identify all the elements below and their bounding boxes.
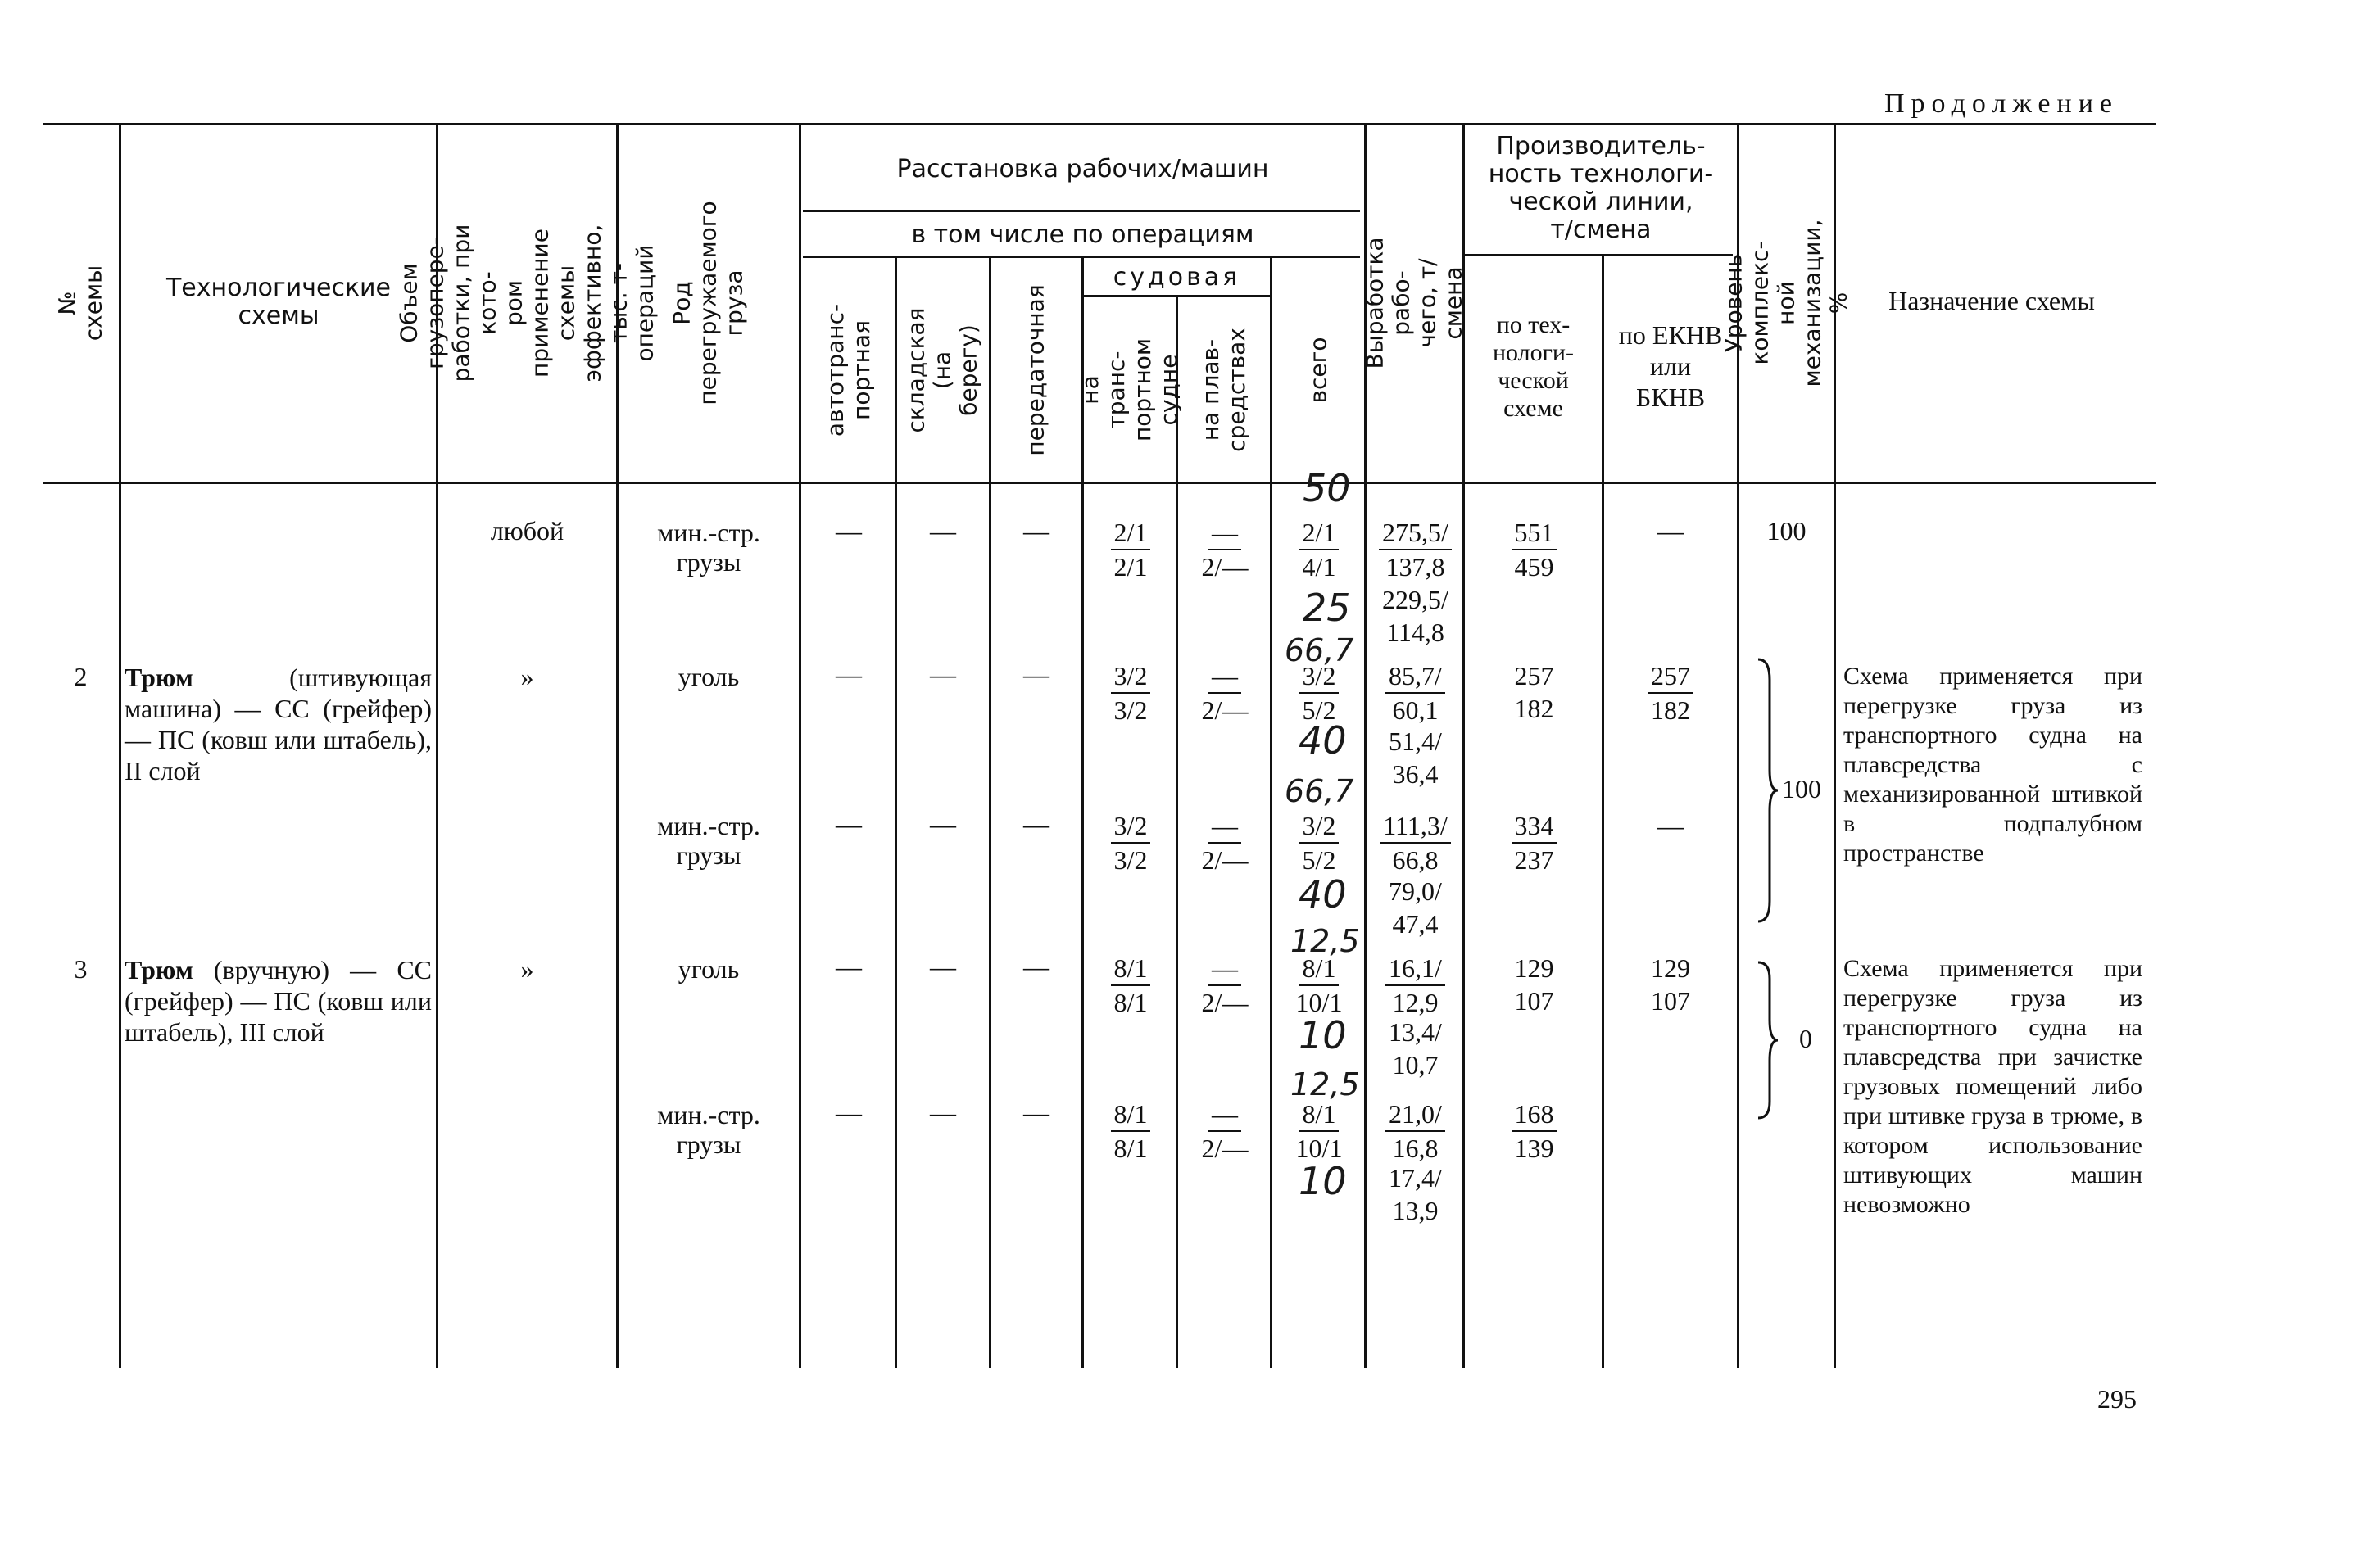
placement-subrule — [803, 210, 1360, 212]
header-ship: судовая — [1113, 263, 1241, 292]
row2-ship-floating: — 2/— — [1201, 661, 1249, 725]
row1-transfer: — — [1023, 516, 1049, 545]
row3-output-2: 79,0/ 47,4 — [1389, 876, 1442, 939]
row3-ship-transport: $\frac{3/2}{3/2}$ — [1086, 809, 1176, 876]
row3-cargo: мин.-стр. грузы — [657, 811, 760, 870]
row1-handwritten-top: 50 — [1303, 466, 1351, 510]
row4-ship-floating: — 2/— — [1201, 953, 1249, 1017]
header-by-eknv: по ЕКНВ или БКНВ — [1618, 320, 1723, 412]
row4-output-1: $\frac{16,1/}{12,9}$ — [1368, 952, 1462, 1019]
row3-handwritten-top: 66,7 — [1285, 773, 1354, 809]
row4-transfer: — — [1023, 952, 1049, 981]
row4-handwritten-top: 12,5 — [1290, 923, 1360, 959]
row2-cargo: уголь — [678, 662, 740, 691]
row1-total: $\frac{2/1}{4/1}$ — [1274, 516, 1364, 583]
header-auto: автотранс- портная — [822, 303, 875, 437]
row5-ship-transport: $\frac{8/1}{8/1}$ — [1086, 1098, 1176, 1165]
row1-volume: любой — [490, 516, 564, 545]
header-volume: Объем грузопере- работки, при кото- ром применение схемы эффективно, тыс. т-операций — [395, 224, 659, 382]
header-transfer: передаточная — [1022, 284, 1049, 456]
row2-auto: — — [836, 659, 862, 689]
row4-scheme-bold: Трюм — [125, 955, 193, 984]
row4-ship-transport: $\frac{8/1}{8/1}$ — [1086, 952, 1176, 1019]
row2-scheme-bold: Трюм — [125, 663, 193, 692]
row4-cargo: уголь — [678, 954, 740, 984]
row2-output-2: 51,4/ 36,4 — [1389, 726, 1442, 789]
row1-eknv: — — [1657, 516, 1684, 545]
row2-volume: » — [520, 662, 534, 691]
row1-handwritten-bottom: 25 — [1303, 586, 1351, 630]
row5-storage: — — [930, 1098, 956, 1127]
row3-eknv: — — [1657, 811, 1684, 840]
row2-ship-transport: $\frac{3/2}{3/2}$ — [1086, 659, 1176, 726]
row1-output-2: 229,5/ 114,8 — [1382, 585, 1448, 647]
row5-handwritten-top: 12,5 — [1290, 1066, 1360, 1102]
row3-transfer: — — [1023, 809, 1049, 839]
scheme3-mech: 0 — [1799, 1024, 1812, 1053]
header-storage: складская (на берегу) — [903, 307, 982, 433]
scheme2-mech: 100 — [1782, 774, 1821, 803]
row5-ship-floating: — 2/— — [1201, 1099, 1249, 1163]
row4-number: 3 — [74, 954, 88, 984]
row2-storage: — — [930, 659, 956, 689]
row1-output-1: $\frac{275,5/}{137,8}$ — [1368, 516, 1462, 583]
header-cargo-type: Род перегружаемого груза — [669, 201, 749, 405]
row3-productivity: $\frac{334}{237}$ — [1467, 809, 1602, 876]
header-output-worker: Выработка рабо- чего, т/смена — [1361, 237, 1467, 369]
header-purpose: Назначение схемы — [1888, 286, 2095, 315]
row4-handwritten-bottom: 10 — [1299, 1013, 1347, 1057]
scheme3-brace — [1755, 958, 1779, 1122]
row1-ship-transport: $\frac{2/1}{2/1}$ — [1086, 516, 1176, 583]
row1-ship-floating: — 2/— — [1201, 518, 1249, 582]
row2-total: $\frac{3/2}{5/2}$ — [1274, 659, 1364, 726]
row4-eknv: 129 107 — [1651, 953, 1690, 1016]
row3-ship-floating: — 2/— — [1201, 811, 1249, 875]
scheme2-purpose: Схема применяется при перегрузке груза из транспортного судна на плавсредства с механизированной штивкой в подпалубном пространстве — [1843, 663, 2142, 867]
row4-volume: » — [520, 954, 534, 984]
row5-productivity: $\frac{168}{139}$ — [1467, 1098, 1602, 1165]
row2-number: 2 — [74, 662, 88, 691]
row1-productivity: $\frac{551}{459}$ — [1467, 516, 1602, 583]
row4-scheme — [125, 954, 432, 1048]
row5-output-2: 17,4/ 13,9 — [1389, 1163, 1442, 1225]
header-placement: Расстановка рабочих/машин — [896, 155, 1269, 183]
row4-storage: — — [930, 952, 956, 981]
row1-mech: 100 — [1766, 516, 1807, 545]
row2-handwritten-top: 66,7 — [1285, 632, 1354, 668]
row2-eknv: $\frac{257}{182}$ — [1604, 659, 1737, 726]
row2-output-1: $\frac{85,7/}{60,1}$ — [1368, 659, 1462, 726]
header-bottom-rule — [43, 482, 2156, 484]
header-operations: в том числе по операциям — [911, 220, 1254, 249]
scheme3-purpose: Схема применяется при перегрузке груза из транспортного судна на плавсредства при зачистке грузовых помещений либо при штивке груза в трюме, в котором использование штивующих машин невозможно — [1843, 955, 2142, 1218]
row3-output-1: $\frac{111,3/}{66,8}$ — [1368, 809, 1462, 876]
header-mech-level: Уровень комплекс- ной механизации, % — [1720, 219, 1852, 387]
row5-transfer: — — [1023, 1098, 1049, 1127]
row5-output-1: $\frac{21,0/}{16,8}$ — [1368, 1098, 1462, 1165]
continuation-label: Продолжение — [1884, 88, 2119, 119]
row1-auto: — — [836, 516, 862, 545]
page-number: 295 — [2097, 1384, 2137, 1414]
row2-scheme — [125, 662, 432, 786]
row4-scheme-text: (вручную) — СС (грейфер) — ПС (ковш или штабель), III слой — [125, 955, 433, 1047]
row2-transfer: — — [1023, 659, 1049, 689]
row3-auto: — — [836, 809, 862, 839]
row3-total: $\frac{3/2}{5/2}$ — [1274, 809, 1364, 876]
header-line-productivity: Производитель- ность технологи- ческой линии, т/смена — [1488, 132, 1714, 244]
row5-cargo: мин.-стр. грузы — [657, 1100, 760, 1159]
productivity-subrule — [1462, 254, 1733, 256]
row4-auto: — — [836, 952, 862, 981]
row5-auto: — — [836, 1098, 862, 1127]
row2-productivity: 257 182 — [1514, 661, 1554, 723]
row3-handwritten-bottom: 40 — [1299, 872, 1347, 917]
row3-storage: — — [930, 809, 956, 839]
row2-handwritten-bottom: 40 — [1299, 718, 1347, 763]
header-total: всего — [1304, 337, 1331, 404]
row1-storage: — — [930, 516, 956, 545]
row2-scheme-text: (штивующая машина) — СС (грейфер) — ПС (ковш или штабель), II слой — [125, 663, 432, 785]
row1-cargo: мин.-стр. грузы — [657, 518, 760, 577]
header-scheme-no: № схемы — [53, 265, 107, 342]
top-rule — [43, 123, 2156, 125]
header-on-transport-ship: на транс- портном судне — [1077, 337, 1182, 442]
header-by-scheme: по тех- нологи- ческой схеме — [1493, 311, 1574, 422]
row4-output-2: 13,4/ 10,7 — [1389, 1017, 1442, 1080]
col-rule — [799, 123, 801, 1368]
row5-handwritten-bottom: 10 — [1299, 1159, 1347, 1203]
header-tech-schemes: Технологические схемы — [165, 274, 392, 330]
row5-total: $\frac{8/1}{10/1}$ — [1295, 1099, 1343, 1163]
row4-total: $\frac{8/1}{10/1}$ — [1295, 953, 1343, 1017]
header-on-floating: на плав- средствах — [1197, 328, 1251, 452]
row4-productivity: 129 107 — [1514, 953, 1554, 1016]
